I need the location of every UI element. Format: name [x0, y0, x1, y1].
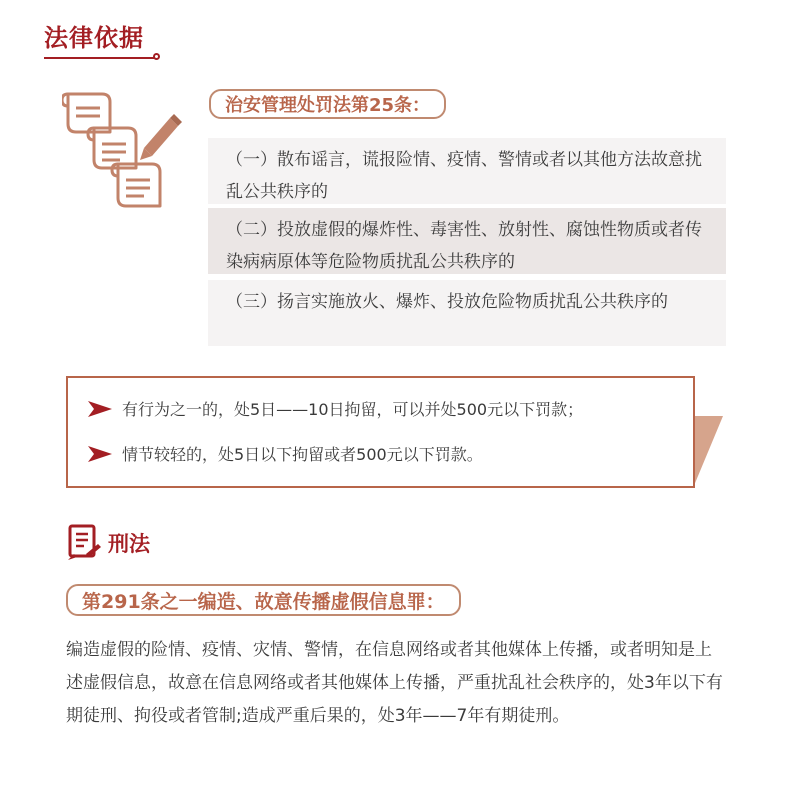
public-security-heading: 治安管理处罚法第25条：: [209, 89, 446, 119]
penalty-row-1: [88, 397, 583, 420]
offense-item-3: （三）扬言实施放火、爆炸、投放危险物质扰乱公共秩序的: [208, 280, 726, 346]
offense-item-2: （二）投放虚假的爆炸性、毒害性、放射性、腐蚀性物质或者传染病病原体等危险物质扰乱公共秩序的: [208, 208, 726, 274]
law-book-icon: [66, 524, 102, 562]
criminal-law-title: 刑法: [108, 532, 150, 556]
penalty-row-2: [88, 442, 483, 465]
section-title: 法律依据: [44, 24, 144, 52]
penalty-text-1: 有行为之一的，处5日——10日拘留，可以并处500元以下罚款；: [122, 400, 584, 419]
scroll-documents-icon: [62, 88, 182, 214]
criminal-law-heading: 第291条之一编造、故意传播虚假信息罪：: [66, 584, 461, 616]
penalty-text-2: 情节较轻的，处5日以下拘留或者500元以下罚款。: [122, 445, 483, 464]
criminal-law-text: 编造虚假的险情、疫情、灾情、警情，在信息网络或者其他媒体上传播，或者明知是上述虚假信息，故意在信息网络或者其他媒体上传播，严重扰乱社会秩序的，处3年以下有期徒刑、拘役或者管制;造成严重后果的，处3年——7年有期徒刑。: [66, 640, 723, 726]
penalty-box-tab: [693, 416, 727, 488]
offense-item-1: （一）散布谣言，谎报险情、疫情、警情或者以其他方法故意扰乱公共秩序的: [208, 138, 726, 204]
title-underline: [44, 57, 156, 59]
pen-icon: [140, 114, 182, 160]
title-underline-dot: [153, 53, 160, 60]
arrow-icon: [88, 401, 112, 417]
arrow-icon: [88, 446, 112, 462]
penalty-box: [66, 376, 695, 488]
